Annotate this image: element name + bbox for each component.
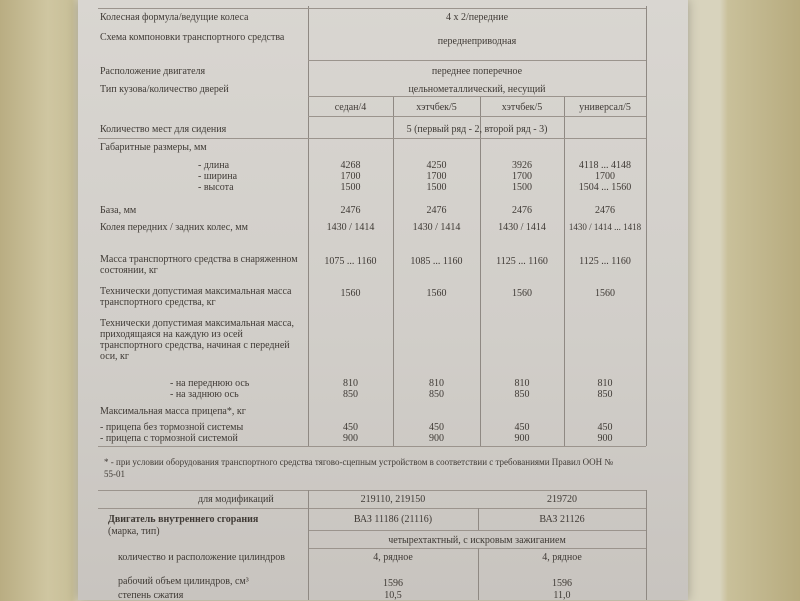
axle-value: 850 xyxy=(514,389,530,400)
height-label: - высота xyxy=(198,182,234,193)
table-rule xyxy=(308,548,646,549)
trailer-value: 450 xyxy=(429,422,444,433)
track-value: 1430 / 1414 xyxy=(412,222,461,233)
table-rule xyxy=(98,446,646,447)
volume-label: рабочий объем цилиндров, см³ xyxy=(118,576,249,587)
table-rule xyxy=(98,138,646,139)
dim-value: 1700 xyxy=(340,171,361,182)
wheelbase-value: 2476 xyxy=(340,205,361,216)
dim-value: 3926 xyxy=(512,160,532,171)
cylinders-a: 4, рядное xyxy=(373,552,413,563)
rear-axle-label: - на заднюю ось xyxy=(170,389,239,400)
dim-value: 1504 ... 1560 xyxy=(578,182,632,193)
track-value: 1430 / 1414 xyxy=(326,222,375,233)
modification-b: 219720 xyxy=(547,494,577,505)
axle-value: 810 xyxy=(343,378,358,389)
trailer-value: 450 xyxy=(514,422,530,433)
length-label: - длина xyxy=(198,160,230,171)
max-mass-value: 1560 xyxy=(512,288,532,299)
wheelbase-value: 2476 xyxy=(595,205,615,216)
table-rule xyxy=(308,96,646,97)
body-type-col-2: хэтчбек/5 xyxy=(416,102,457,113)
seats-label: Количество мест для сидения xyxy=(100,124,227,135)
engine-type: четырехтактный, с искровым зажиганием xyxy=(388,535,566,546)
width-label: - ширина xyxy=(198,171,238,182)
modifications-label: для модификаций xyxy=(198,494,274,505)
trailer-unbraked-label: - прицепа без тормозной системы xyxy=(100,422,244,433)
axle-value: 810 xyxy=(429,378,444,389)
volume-a: 1596 xyxy=(383,578,403,589)
dimensions-label: Габаритные размеры, мм xyxy=(100,142,207,153)
dim-value: 1500 xyxy=(512,182,532,193)
table-rule xyxy=(98,8,646,9)
axle-mass-label: Технически допустимая максимальная масса, приходящаяся на каждую из осей транспортного средства, начиная с передней оси, кг xyxy=(100,318,294,362)
axle-col-1 xyxy=(308,378,393,400)
trailer-value: 900 xyxy=(514,433,530,444)
wheelbase-label: База, мм xyxy=(100,205,137,216)
compression-label: степень сжатия xyxy=(118,590,184,601)
body-type-col-1: седан/4 xyxy=(334,102,367,113)
axle-col-2 xyxy=(393,378,480,400)
dim-value: 4268 xyxy=(340,160,361,171)
engine-position-label: Расположение двигателя xyxy=(100,66,206,77)
trailer-col-1 xyxy=(308,422,393,444)
trailer-label: Максимальная масса прицепа*, кг xyxy=(100,406,246,417)
dim-value: 1500 xyxy=(426,182,447,193)
curb-mass-label: Масса транспортного средства в снаряженном состоянии, кг xyxy=(100,254,298,276)
footnote: * - при условии оборудования транспортного средства тягово-сцепным устройством в соответствии с требованиями Правил ООН № 55-01 xyxy=(104,457,613,479)
dimensions-col-1 xyxy=(308,160,393,193)
dim-value: 1500 xyxy=(340,182,361,193)
trailer-col-2 xyxy=(393,422,480,444)
axle-col-4 xyxy=(564,378,646,400)
trailer-col-4 xyxy=(564,422,646,444)
body-type-col-3: хэтчбек/5 xyxy=(501,102,543,113)
axle-col-3 xyxy=(480,378,564,400)
dimensions-sub-labels xyxy=(198,160,237,193)
axle-value: 850 xyxy=(429,389,444,400)
layout-value: переднеприводная xyxy=(437,36,517,47)
wheel-formula-label: Колесная формула/ведущие колеса xyxy=(100,12,249,23)
body-type-label: Тип кузова/количество дверей xyxy=(100,84,229,95)
engine-a: ВАЗ 11186 (21116) xyxy=(353,514,433,525)
dim-value: 1700 xyxy=(512,171,532,182)
dimensions-col-2 xyxy=(393,160,480,193)
curb-mass-value: 1125 ... 1160 xyxy=(496,256,548,267)
document-page xyxy=(78,0,688,600)
dimensions-col-4 xyxy=(564,160,646,193)
seats-value: 5 (первый ряд - 2, второй ряд - 3) xyxy=(406,124,548,135)
table-rule xyxy=(308,60,646,61)
engine-label: Двигатель внутреннего сгорания xyxy=(108,514,259,525)
table-divider xyxy=(646,6,647,446)
max-mass-value: 1560 xyxy=(426,288,447,299)
curb-mass-value: 1085 ... 1160 xyxy=(410,256,463,267)
trailer-braked-label: - прицепа с тормозной системой xyxy=(100,433,238,444)
track-value: 1430 / 1414 ... 1418 xyxy=(568,222,642,232)
dim-value: 4118 ... 4148 xyxy=(578,160,632,171)
wheelbase-value: 2476 xyxy=(426,205,447,216)
body-type-value: цельнометаллический, несущий xyxy=(408,84,546,95)
table-rule xyxy=(98,508,646,509)
modification-a: 219110, 219150 xyxy=(360,494,426,505)
axle-value: 850 xyxy=(597,389,613,400)
dimensions-col-3 xyxy=(480,160,564,193)
table-rule xyxy=(308,116,646,117)
table-rule xyxy=(308,530,646,531)
cylinders-label: количество и расположение цилиндров xyxy=(118,552,285,563)
engine-position-value: переднее поперечное xyxy=(431,66,523,77)
max-mass-value: 1560 xyxy=(595,288,615,299)
trailer-value: 900 xyxy=(429,433,444,444)
dim-value: 4250 xyxy=(426,160,447,171)
curb-mass-value: 1075 ... 1160 xyxy=(324,256,377,267)
engine-b: ВАЗ 21126 xyxy=(539,514,585,525)
trailer-value: 450 xyxy=(597,422,613,433)
compression-b: 11,0 xyxy=(553,590,571,601)
trailer-value: 450 xyxy=(343,422,358,433)
dim-value: 1700 xyxy=(426,171,447,182)
wheel-formula-value: 4 x 2/передние xyxy=(445,12,509,23)
trailer-value: 900 xyxy=(343,433,358,444)
table-divider xyxy=(646,490,647,600)
trailer-col-3 xyxy=(480,422,564,444)
max-mass-value: 1560 xyxy=(340,288,361,299)
layout-label: Схема компоновки транспортного средства xyxy=(100,32,285,43)
wheelbase-value: 2476 xyxy=(512,205,532,216)
track-label: Колея передних / задних колес, мм xyxy=(100,222,248,233)
body-type-col-4: универсал/5 xyxy=(579,102,631,113)
trailer-value: 900 xyxy=(597,433,613,444)
axle-value: 850 xyxy=(343,389,358,400)
axle-value: 810 xyxy=(597,378,613,389)
curb-mass-value: 1125 ... 1160 xyxy=(579,256,631,267)
compression-a: 10,5 xyxy=(384,590,402,601)
engine-sub-label: (марка, тип) xyxy=(108,526,160,537)
track-value: 1430 / 1414 xyxy=(498,222,546,233)
cylinders-b: 4, рядное xyxy=(542,552,582,563)
table-rule xyxy=(98,490,646,491)
axle-mass-sub-labels xyxy=(170,378,249,400)
max-mass-label: Технически допустимая максимальная масса транспортного средства, кг xyxy=(100,286,292,308)
front-axle-label: - на переднюю ось xyxy=(170,378,250,389)
volume-b: 1596 xyxy=(552,578,572,589)
axle-value: 810 xyxy=(514,378,530,389)
trailer-sub-labels xyxy=(100,422,243,444)
dim-value: 1700 xyxy=(595,171,615,182)
